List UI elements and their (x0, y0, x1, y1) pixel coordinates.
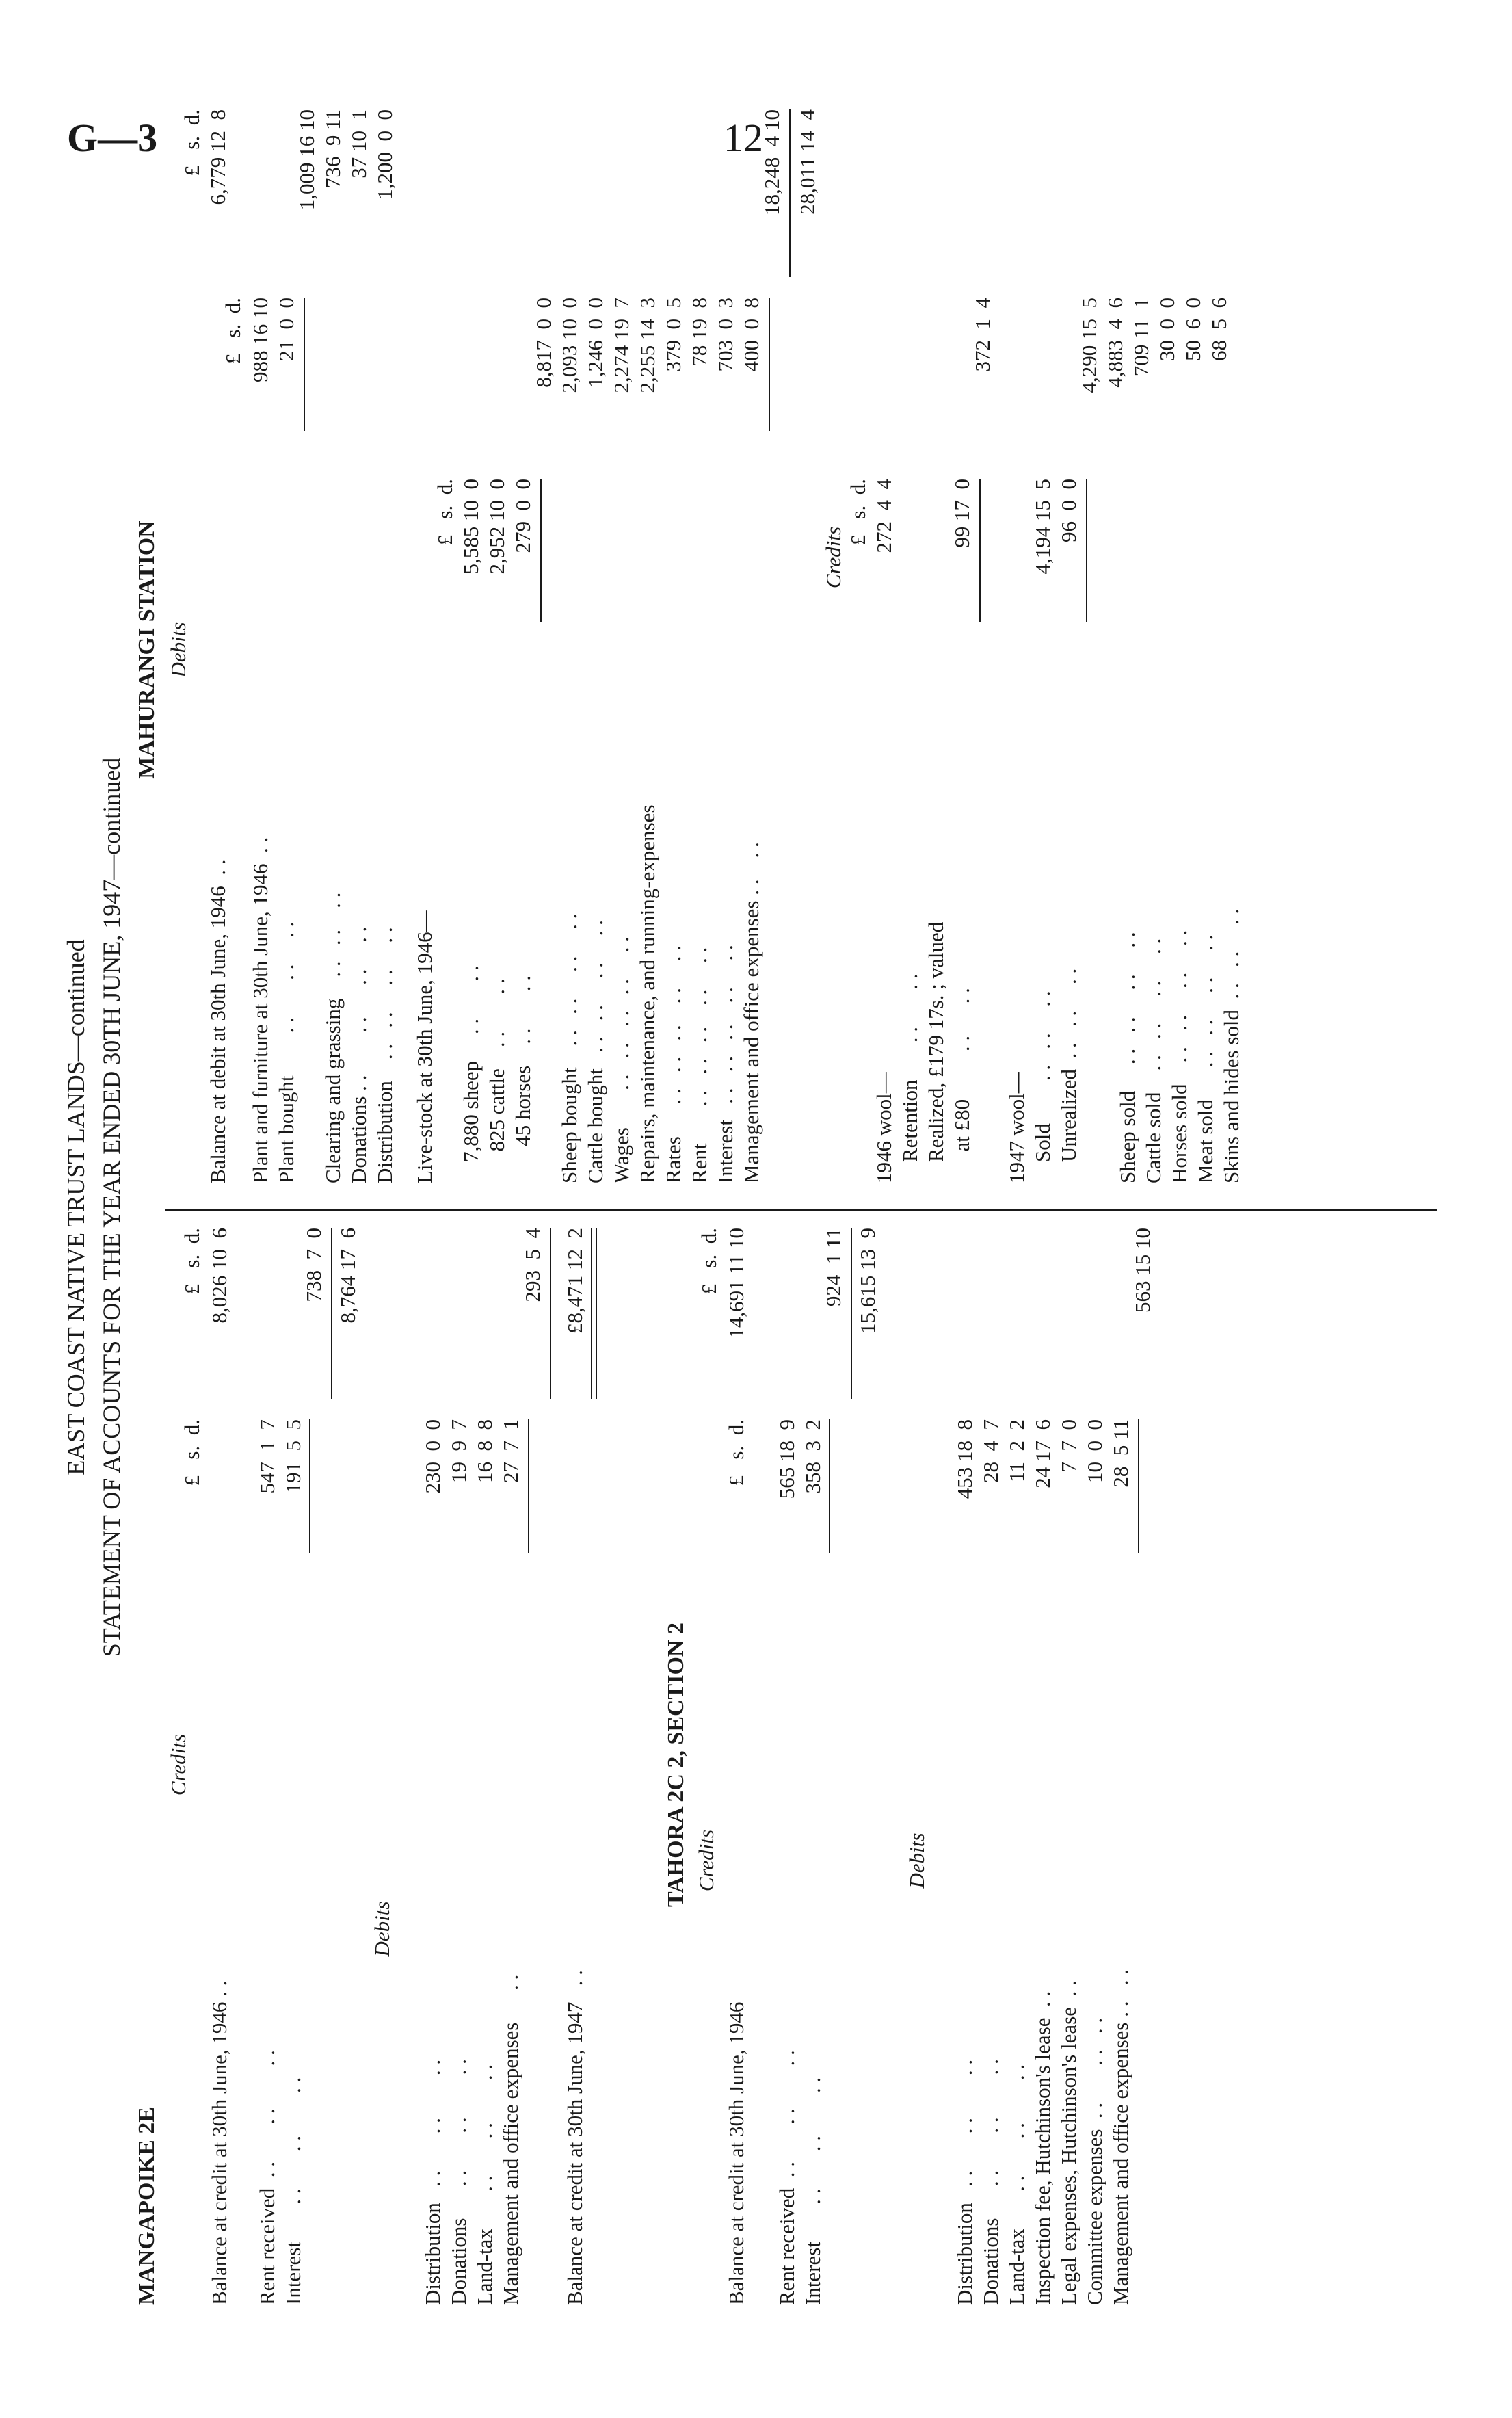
row-amount: 7 7 0 (1057, 1419, 1080, 1473)
mahurangi-debits-label: Debits (166, 622, 190, 678)
subtotal-rule (540, 479, 542, 622)
debit-row-label: Interest . . . . . . . . . . (713, 945, 737, 1183)
tahora-credits-label: Credits (694, 1829, 718, 1892)
total-rule (550, 1228, 551, 1399)
debit-row-amount: 78 19 8 (687, 298, 711, 367)
page-number: 12 (724, 116, 763, 160)
debit-row-label: 7,880 sheep . . . . (459, 965, 483, 1183)
debit-row-amount: 279 0 0 (511, 479, 535, 553)
debit-row-label: Rent . . . . . . . . . . (687, 947, 711, 1183)
row-amount: 563 15 10 (1130, 1228, 1154, 1313)
debit-row-amount: 1,200 0 0 (373, 109, 397, 200)
debit-row-amount: 379 0 5 (661, 298, 685, 372)
mahurangi-lsd-c2: £ s. d. (221, 298, 245, 365)
debit-row-amount: 2,952 10 0 (485, 479, 509, 575)
tahora-heading: TAHORA 2C 2, SECTION 2 (663, 1622, 689, 1907)
mangapoike-credits-label: Credits (166, 1733, 190, 1796)
row-label: Committee expenses . . . . . . (1083, 2017, 1106, 2305)
row-label: Distribution . . . . . . (953, 2059, 977, 2305)
credit-row-amount: 50 6 0 (1181, 298, 1205, 361)
credit-row-amount: 96 0 0 (1057, 479, 1080, 542)
tahora-lsd-outer: £ s. d. (697, 1228, 721, 1295)
row-label: Donations . . . . . . (447, 2059, 470, 2305)
total-rule (789, 109, 791, 277)
total-rule (331, 1228, 332, 1399)
row-label: Balance at credit at 30th June, 1946 (724, 2001, 748, 2305)
credit-row-label: Unrealized . . . . . . (1057, 968, 1080, 1183)
row-label: Land-tax . . . . . . (473, 2064, 496, 2305)
debit-row-amount: 37 10 1 (347, 109, 371, 179)
debit-row-amount: 703 0 3 (713, 298, 737, 372)
subtotal-rule (1086, 479, 1087, 622)
row-label: Balance at credit at 30th June, 1947 . . (563, 1970, 587, 2305)
mangapoike-lsd-inner: £ s. d. (180, 1419, 204, 1486)
row-label: Legal expenses, Hutchinson's lease . . (1057, 1980, 1080, 2305)
debit-row-amount: 18,248 4 10 (760, 109, 784, 215)
debit-row-label: Plant and furniture at 30th June, 1946 . . (248, 837, 272, 1183)
debit-row-label: 45 horses . . . . (511, 975, 535, 1183)
row-amount: 8,764 17 6 (336, 1228, 360, 1324)
debit-row-label: Balance at debit at 30th June, 1946 . . (206, 859, 230, 1183)
row-label: Donations . . . . . . (979, 2059, 1003, 2305)
debit-row-amount: 1,246 0 0 (583, 298, 607, 388)
row-amount: 27 7 1 (499, 1419, 522, 1483)
credit-row-label: at £80 . . . . (950, 988, 974, 1183)
row-label: Inspection fee, Hutchinson's lease . . (1031, 1990, 1055, 2305)
debit-row-amount: 8,817 0 0 (531, 298, 555, 388)
main-title: EAST COAST NATIVE TRUST LANDS—continued (62, 939, 90, 1475)
tahora-debits-label: Debits (905, 1832, 929, 1889)
credit-row-amount: 99 17 0 (950, 479, 974, 548)
mangapoike-lsd-outer: £ s. d. (180, 1228, 204, 1295)
document-code: G—3 (67, 116, 158, 160)
row-label: Rent received . . . . . . (775, 2050, 799, 2305)
debit-row-amount: 2,274 19 7 (609, 298, 633, 393)
debit-row-amount: 2,093 10 0 (557, 298, 581, 393)
credit-row-amount: 709 11 1 (1129, 298, 1153, 377)
mahurangi-lsd-c3: £ s. d. (180, 109, 204, 176)
credit-row-amount: 4,290 15 5 (1077, 298, 1101, 393)
debit-row-amount: 1,009 16 10 (295, 109, 319, 211)
debit-row-amount: 21 0 0 (274, 298, 298, 361)
row-amount: 191 5 5 (281, 1419, 305, 1494)
debit-row-label: Plant bought . . . . . . (274, 921, 298, 1183)
balance-double-rule (591, 1228, 597, 1399)
credit-row-label: 1947 wool— (1005, 1072, 1029, 1183)
row-label: Distribution . . . . . . (421, 2059, 445, 2305)
subtotal-rule (1138, 1419, 1139, 1553)
debit-row-amount: 400 0 8 (739, 298, 763, 372)
subtotal-rule (769, 298, 770, 431)
debit-row-amount: 736 9 11 (321, 109, 345, 189)
row-amount: 293 5 4 (520, 1228, 544, 1302)
row-amount: 453 18 8 (953, 1419, 977, 1499)
debit-row-label: Management and office expenses . . . . (739, 842, 763, 1183)
credit-row-label: Meat sold . . . . . . . . (1193, 934, 1217, 1183)
row-amount: 19 9 7 (447, 1419, 470, 1483)
row-amount: 16 8 8 (473, 1419, 496, 1483)
debit-row-label: Cattle bought . . . . . . . . (583, 920, 607, 1183)
debit-row-amount: 988 16 10 (248, 298, 272, 382)
debit-row-amount: 5,585 10 0 (459, 479, 483, 575)
rotated-statement (63, 96, 1451, 2319)
row-amount: 547 1 7 (255, 1419, 279, 1494)
mangapoike-heading: MANGAPOIKE 2E (134, 2107, 159, 2305)
row-label: Rent received . . . . . . (255, 2050, 279, 2305)
row-amount: 565 18 9 (775, 1419, 799, 1499)
row-amount: 24 17 6 (1031, 1419, 1055, 1488)
mangapoike-debits-label: Debits (370, 1901, 394, 1957)
debit-row-amount: 6,779 12 8 (206, 109, 230, 205)
row-amount: 230 0 0 (421, 1419, 445, 1494)
credit-row-label: 1946 wool— (872, 1072, 896, 1183)
subtotal-rule (304, 298, 305, 431)
credit-row-amount: 4,194 15 5 (1031, 479, 1055, 575)
row-label: Management and office expenses . . . . (1109, 1969, 1132, 2305)
credit-row-amount: 68 5 6 (1207, 298, 1231, 361)
column-divider (165, 1209, 1437, 1211)
statement-subtitle: STATEMENT OF ACCOUNTS FOR THE YEAR ENDED 30TH JUNE, 1947—continued (98, 757, 125, 1657)
credit-row-label: Horses sold . . . . . . . . (1167, 930, 1191, 1183)
credit-row-amount: 4,883 4 6 (1103, 298, 1127, 388)
row-amount: 28 4 7 (979, 1419, 1003, 1483)
mahurangi-heading: MAHURANGI STATION (134, 521, 159, 779)
subtotal-rule (979, 479, 981, 622)
row-amount: 10 0 0 (1083, 1419, 1106, 1483)
credit-row-label: Realized, £179 17s. ; valued (924, 921, 948, 1183)
debit-row-label: Sheep bought . . . . . . . . (557, 913, 581, 1183)
mahurangi-credits-lsd: £ s. d. (846, 479, 870, 546)
credit-row-amount: 272 4 4 (872, 479, 896, 553)
row-label: Balance at credit at 30th June, 1946 . . (207, 1980, 231, 2305)
row-amount: 8,026 10 6 (207, 1228, 231, 1324)
row-amount: 11 2 2 (1005, 1419, 1029, 1482)
tahora-lsd-inner: £ s. d. (724, 1419, 748, 1486)
debit-row-label: Clearing and grassing . . . . . . (321, 892, 345, 1183)
debit-row-amount: 2,255 14 3 (635, 298, 659, 393)
debit-row-amount: 28,011 14 4 (795, 109, 819, 215)
row-amount: 738 7 0 (302, 1228, 326, 1302)
credit-row-label: Skins and hides sold . . . . . . (1219, 908, 1243, 1183)
row-label: Interest . . . . . . (281, 2077, 305, 2305)
debit-row-label: Distribution . . . . . . . . (373, 927, 397, 1183)
credit-row-label: Cattle sold . . . . . . . . (1141, 938, 1165, 1183)
credit-row-label: Retention . . . . (898, 973, 922, 1183)
debit-row-label: Wages . . . . . . . . . . (609, 936, 633, 1183)
debit-row-label: 825 cattle . . . . (485, 978, 509, 1183)
row-amount: 924 1 11 (821, 1228, 845, 1307)
subtotal-rule (829, 1419, 830, 1553)
total-rule (851, 1228, 852, 1399)
subtotal-rule (309, 1419, 310, 1553)
credit-row-label: Sheep sold . . . . . . . . (1115, 932, 1139, 1183)
credit-row-amount: 372 1 4 (970, 298, 994, 372)
row-amount: 15,615 13 9 (856, 1228, 879, 1334)
debit-row-label: Rates . . . . . . . . . . (661, 945, 685, 1183)
debit-row-label: Repairs, maintenance, and running-expenses (635, 804, 659, 1183)
row-label: Land-tax . . . . . . (1005, 2064, 1029, 2305)
mahurangi-credits-label: Credits (821, 526, 845, 589)
row-amount: 358 3 2 (801, 1419, 825, 1494)
credit-row-label: Sold . . . . . . (1031, 990, 1055, 1183)
debit-row-label: Donations . . . . . . . . (347, 926, 371, 1183)
row-label: Interest . . . . . . (801, 2077, 825, 2305)
credit-row-amount: 30 0 0 (1155, 298, 1179, 361)
debit-row-label: Live-stock at 30th June, 1946— (412, 910, 436, 1183)
row-amount: 28 5 11 (1109, 1419, 1132, 1488)
row-amount: £8,471 12 2 (563, 1228, 587, 1334)
subtotal-rule (528, 1419, 529, 1553)
mahurangi-lsd-c1: £ s. d. (433, 479, 457, 546)
row-amount: 14,691 11 10 (724, 1228, 748, 1339)
row-label: Management and office expenses . . (499, 1974, 522, 2305)
